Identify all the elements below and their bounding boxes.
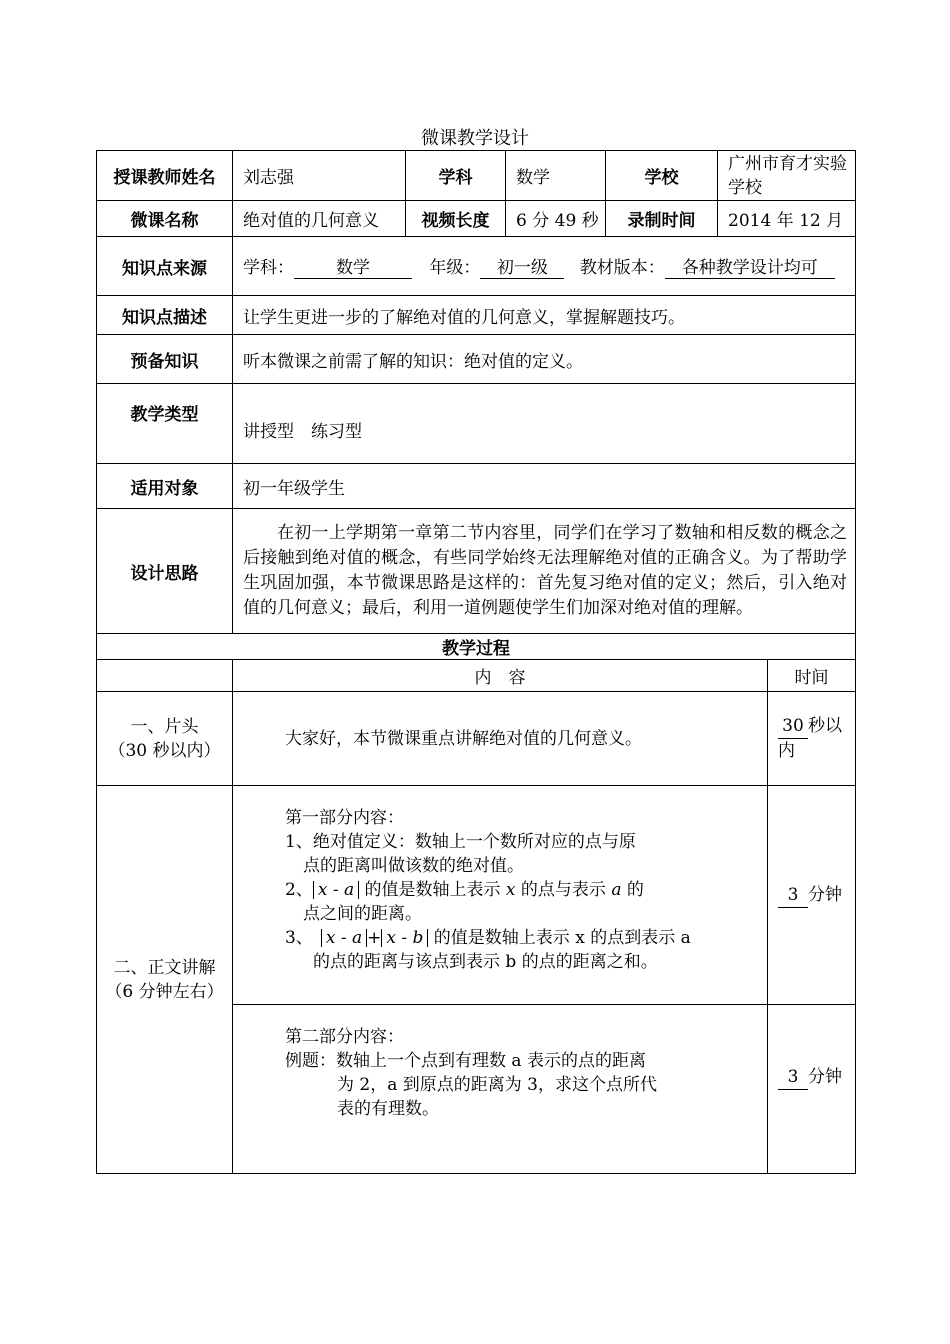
header-row-2 bbox=[97, 201, 856, 237]
plus-sign: + bbox=[367, 928, 382, 948]
part1-line2-mid2: 的点与表示 bbox=[515, 880, 612, 900]
part1-line2b: 点之间的距离。 bbox=[303, 904, 422, 924]
process-col-stage bbox=[97, 660, 233, 692]
part1-line3-mid: 的值是数轴上表示 x 的点到表示 a bbox=[428, 928, 691, 948]
desc-row bbox=[97, 296, 856, 335]
source-value bbox=[233, 237, 856, 296]
part2-time bbox=[768, 1005, 856, 1174]
type-row bbox=[97, 384, 856, 464]
design-label: 设计思路 bbox=[97, 509, 233, 634]
teacher-label: 授课教师姓名 bbox=[97, 151, 233, 201]
intro-stage-title: 一、片头 bbox=[130, 716, 199, 737]
audience-row bbox=[97, 464, 856, 509]
part1-line2-end: 的 bbox=[621, 880, 644, 900]
intro-stage-note: （30 秒以内） bbox=[108, 740, 221, 761]
abs-x-minus-a-2: x - a bbox=[321, 929, 367, 947]
var-x: x bbox=[505, 880, 516, 900]
intro-time-suffix: 秒以内 bbox=[778, 716, 842, 761]
intro-stage bbox=[97, 692, 233, 786]
part1-line1b: 点的距离叫做该数的绝对值。 bbox=[303, 856, 524, 876]
source-row bbox=[97, 237, 856, 296]
source-edition-prefix: 教材版本： bbox=[579, 258, 665, 278]
source-edition: 各种教学设计均可 bbox=[665, 253, 835, 279]
main-stage-title: 二、正文讲解 bbox=[113, 957, 216, 978]
lesson-design-table bbox=[96, 150, 856, 1174]
part1-time bbox=[768, 786, 856, 1005]
type-label: 教学类型 bbox=[97, 384, 233, 464]
document-title: 微课教学设计 bbox=[421, 128, 529, 149]
header-row-1 bbox=[97, 151, 856, 201]
audience-label: 适用对象 bbox=[97, 464, 233, 509]
record-value: 2014 年 12 月 bbox=[718, 201, 856, 237]
source-subject-prefix: 学科： bbox=[243, 258, 294, 278]
part1-time-suffix: 分钟 bbox=[808, 884, 842, 905]
part2-line2: 为 2，a 到原点的距离为 3，求这个点所代 bbox=[337, 1075, 657, 1095]
intro-row bbox=[97, 692, 856, 786]
prereq-value: 听本微课之前需了解的知识：绝对值的定义。 bbox=[233, 335, 856, 384]
part1-content bbox=[233, 786, 768, 1005]
part2-line3: 表的有理数。 bbox=[337, 1099, 439, 1119]
part1-line2-mid: 的值是数轴上表示 bbox=[359, 880, 506, 900]
part2-time-value: 3 bbox=[778, 1065, 808, 1090]
part1-time-value: 3 bbox=[778, 883, 808, 908]
duration-value: 6 分 49 秒 bbox=[506, 201, 606, 237]
school-value: 广州市育才实验学校 bbox=[718, 151, 856, 201]
subject-label: 学科 bbox=[406, 151, 506, 201]
source-label: 知识点来源 bbox=[97, 237, 233, 296]
abs-x-minus-a: x - a bbox=[313, 881, 359, 899]
source-grade: 初一级 bbox=[480, 253, 564, 279]
process-columns-row bbox=[97, 660, 856, 692]
part1-line3 bbox=[285, 926, 767, 950]
prereq-label: 预备知识 bbox=[97, 335, 233, 384]
design-value: 在初一上学期第一章第二节内容里，同学们在学习了数轴和相反数的概念之后接触到绝对值的概念，有些同学始终无法理解绝对值的正确含义。为了帮助学生巩固加强，本节微课思路是这样的：首先复习绝对值的定义；然后，引入绝对值的几何意义；最后，利用一道例题使学生们加深对绝对值的理解。 bbox=[233, 509, 856, 634]
part1-line2 bbox=[285, 878, 767, 902]
part1-line3b: 的点的距离与该点到表示 b 的点的距离之和。 bbox=[313, 952, 658, 972]
intro-time-value: 30 bbox=[778, 714, 808, 739]
intro-content bbox=[233, 692, 768, 786]
desc-value: 让学生更进一步的了解绝对值的几何意义，掌握解题技巧。 bbox=[233, 296, 856, 335]
main-part1-row bbox=[97, 786, 856, 1005]
process-heading: 教学过程 bbox=[97, 634, 856, 660]
duration-label: 视频长度 bbox=[406, 201, 506, 237]
audience-value: 初一年级学生 bbox=[233, 464, 856, 509]
var-a: a bbox=[611, 880, 622, 900]
subject-value: 数学 bbox=[506, 151, 606, 201]
course-value: 绝对值的几何意义 bbox=[233, 201, 406, 237]
source-grade-prefix: 年级： bbox=[429, 258, 481, 278]
prereq-row bbox=[97, 335, 856, 384]
part2-content bbox=[233, 1005, 768, 1174]
part1-line2-prefix: 2、 bbox=[285, 880, 313, 900]
course-label: 微课名称 bbox=[97, 201, 233, 237]
intro-time bbox=[768, 692, 856, 786]
abs-x-minus-b: x - b bbox=[381, 929, 428, 947]
process-col-time: 时间 bbox=[768, 660, 856, 692]
part2-line1: 例题：数轴上一个点到有理数 a 表示的点的距离 bbox=[285, 1051, 646, 1071]
part2-time-suffix: 分钟 bbox=[808, 1067, 842, 1087]
school-label: 学校 bbox=[606, 151, 718, 201]
teacher-value: 刘志强 bbox=[233, 151, 406, 201]
type-value: 讲授型 练习型 bbox=[233, 384, 856, 464]
source-subject: 数学 bbox=[294, 253, 412, 279]
part1-line3-prefix: 3、 bbox=[285, 928, 313, 948]
main-stage-note: （6 分钟左右） bbox=[105, 981, 224, 1002]
part1-line1a: 1、绝对值定义：数轴上一个数所对应的点与原 bbox=[285, 832, 636, 852]
process-heading-row bbox=[97, 634, 856, 660]
part2-heading: 第二部分内容： bbox=[285, 1027, 404, 1047]
part1-block bbox=[233, 806, 767, 974]
intro-text: 大家好，本节微课重点讲解绝对值的几何意义。 bbox=[285, 728, 642, 749]
record-label: 录制时间 bbox=[606, 201, 718, 237]
process-col-content: 内 容 bbox=[233, 660, 768, 692]
design-row bbox=[97, 509, 856, 634]
main-stage bbox=[97, 786, 233, 1174]
desc-label: 知识点描述 bbox=[97, 296, 233, 335]
part2-block bbox=[233, 1025, 767, 1121]
part1-heading: 第一部分内容： bbox=[285, 808, 404, 828]
